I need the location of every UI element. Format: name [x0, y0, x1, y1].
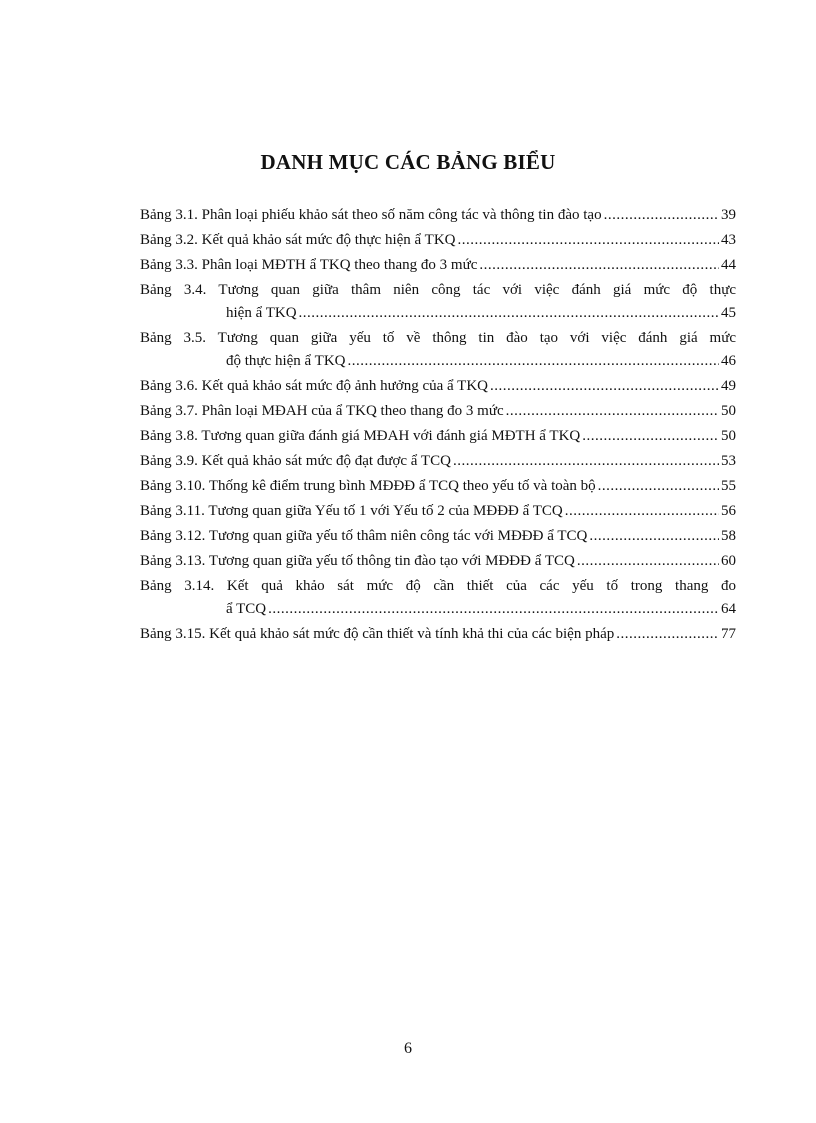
leader-dots	[616, 623, 719, 646]
toc-entry-3-1[interactable]	[140, 204, 736, 227]
page-title: DANH MỤC CÁC BẢNG BIỂU	[260, 150, 556, 174]
leader-dots	[582, 425, 719, 448]
toc-entry-3-9[interactable]	[140, 450, 736, 473]
toc-entry-text-line1: Bảng 3.5. Tương quan giữa yếu tố về thông tin đào tạo với việc đánh giá mức	[140, 330, 736, 346]
leader-dots	[598, 475, 719, 498]
toc-entry-page: 60	[721, 553, 736, 569]
toc-entry-3-3[interactable]	[140, 254, 736, 277]
table-of-tables	[140, 204, 736, 648]
toc-entry-text-line1: Bảng 3.4. Tương quan giữa thâm niên công tác với việc đánh giá mức độ thực	[140, 282, 736, 298]
toc-entry-3-5[interactable]	[140, 327, 736, 373]
toc-entry-3-10[interactable]	[140, 475, 736, 498]
toc-entry-3-6[interactable]	[140, 375, 736, 398]
leader-dots	[479, 254, 719, 277]
toc-entry-3-14[interactable]	[140, 575, 736, 621]
toc-entry-page: 50	[721, 403, 736, 419]
toc-entry-page: 50	[721, 428, 736, 444]
toc-entry-text-line2: ẩ TCQ	[226, 601, 267, 617]
toc-entry-3-4[interactable]	[140, 279, 736, 325]
toc-entry-3-13[interactable]	[140, 550, 736, 573]
toc-entry-text: Bảng 3.7. Phân loại MĐAH của ẩ TKQ theo thang đo 3 mức	[140, 403, 504, 419]
leader-dots	[577, 550, 719, 573]
toc-entry-text: Bảng 3.12. Tương quan giữa yếu tố thâm niên công tác với MĐĐĐ ẩ TCQ	[140, 528, 588, 544]
leader-dots	[565, 500, 719, 523]
toc-entry-text: Bảng 3.6. Kết quả khảo sát mức độ ảnh hưởng của ẩ TKQ	[140, 378, 489, 394]
toc-entry-text: Bảng 3.1. Phân loại phiếu khảo sát theo số năm công tác và thông tin đào tạo	[140, 207, 602, 223]
leader-dots	[458, 229, 720, 252]
toc-entry-text: Bảng 3.3. Phân loại MĐTH ẩ TKQ theo thang đo 3 mức	[140, 257, 478, 273]
toc-entry-text-line2: hiện ẩ TKQ	[226, 305, 297, 321]
toc-entry-page: 64	[721, 601, 736, 617]
toc-entry-page: 46	[721, 353, 736, 369]
leader-dots	[604, 204, 719, 227]
toc-entry-text: Bảng 3.15. Kết quả khảo sát mức độ cần thiết và tính khả thi của các biện pháp	[140, 626, 615, 642]
toc-entry-page: 55	[721, 478, 736, 494]
leader-dots	[453, 450, 719, 473]
toc-entry-text-line2: độ thực hiện ẩ TKQ	[226, 353, 346, 369]
toc-entry-text: Bảng 3.8. Tương quan giữa đánh giá MĐAH với đánh giá MĐTH ẩ TKQ	[140, 428, 581, 444]
toc-entry-page: 56	[721, 503, 736, 519]
toc-entry-3-2[interactable]	[140, 229, 736, 252]
toc-entry-page: 49	[721, 378, 736, 394]
toc-entry-3-7[interactable]	[140, 400, 736, 423]
toc-entry-page: 77	[721, 626, 736, 642]
toc-entry-3-12[interactable]	[140, 525, 736, 548]
leader-dots	[348, 350, 720, 373]
toc-entry-text: Bảng 3.13. Tương quan giữa yếu tố thông tin đào tạo với MĐĐĐ ẩ TCQ	[140, 553, 575, 569]
leader-dots	[490, 375, 719, 398]
leader-dots	[268, 598, 719, 621]
leader-dots	[506, 400, 719, 423]
toc-entry-page: 43	[721, 232, 736, 248]
toc-entry-3-11[interactable]	[140, 500, 736, 523]
toc-entry-3-15[interactable]	[140, 623, 736, 646]
toc-entry-page: 45	[721, 305, 736, 321]
toc-entry-text-line1: Bảng 3.14. Kết quả khảo sát mức độ cần thiết của các yếu tố trong thang đo	[140, 578, 736, 594]
toc-entry-text: Bảng 3.2. Kết quả khảo sát mức độ thực hiện ẩ TKQ	[140, 232, 456, 248]
toc-entry-page: 53	[721, 453, 736, 469]
toc-entry-text: Bảng 3.10. Thống kê điểm trung bình MĐĐĐ ẩ TCQ theo yếu tố và toàn bộ	[140, 478, 596, 494]
toc-entry-page: 44	[721, 257, 736, 273]
leader-dots	[589, 525, 719, 548]
toc-entry-text: Bảng 3.11. Tương quan giữa Yếu tố 1 với Yếu tố 2 của MĐĐĐ ẩ TCQ	[140, 503, 563, 519]
toc-entry-page: 58	[721, 528, 736, 544]
page-number: 6	[404, 1040, 412, 1057]
leader-dots	[299, 302, 719, 325]
toc-entry-3-8[interactable]	[140, 425, 736, 448]
toc-entry-page: 39	[721, 207, 736, 223]
toc-entry-text: Bảng 3.9. Kết quả khảo sát mức độ đạt được ẩ TCQ	[140, 453, 451, 469]
